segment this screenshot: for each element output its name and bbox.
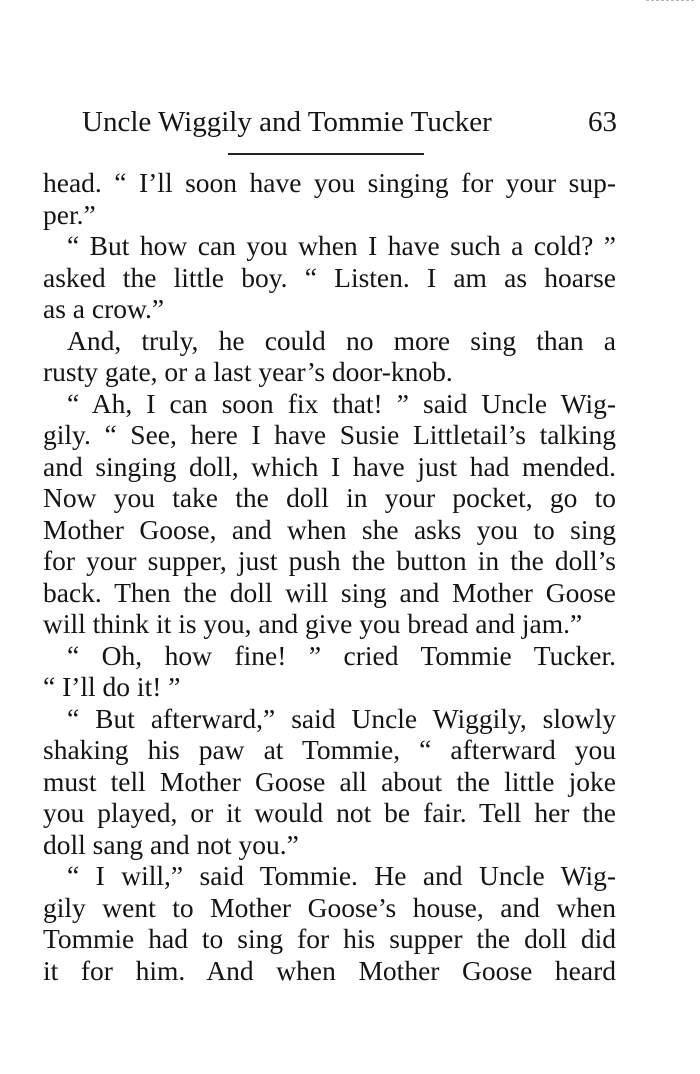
text-line: “ I will,” said Tommie. He and Uncle Wig- xyxy=(67,860,616,891)
text-line: must tell Mother Goose all about the little joke xyxy=(43,765,616,797)
text-line: “ Ah, I can soon fix that! ” said Uncle Wig- xyxy=(67,387,616,419)
text-line: asked the little boy. “ Listen. I am as hoarse xyxy=(43,261,616,293)
text-line: “ Oh, how fine! ” cried Tommie Tucker. xyxy=(67,639,616,671)
page-number: 63 xyxy=(588,106,617,138)
text-line: rusty gate, or a last year’s door-knob. xyxy=(43,356,453,387)
text-line: “ I’ll do it! ” xyxy=(43,671,181,702)
text-line: Mother Goose, and when she asks you to sing xyxy=(43,513,616,545)
text-line: for your supper, just push the button in the doll’s xyxy=(43,545,616,576)
header-rule xyxy=(228,153,424,155)
text-line: “ But afterward,” said Uncle Wiggily, slowly xyxy=(67,702,616,734)
text-line: back. Then the doll will sing and Mother Goose xyxy=(43,576,616,608)
text-line: And, truly, he could no more sing than a xyxy=(67,324,616,356)
text-line: head. “ I’ll soon have you singing for your sup- xyxy=(43,167,616,198)
text-line: per.” xyxy=(43,198,96,230)
running-head xyxy=(82,101,617,143)
text-line: you played, or it would not be fair. Tell her the xyxy=(43,797,616,828)
body-text xyxy=(43,167,616,986)
text-line: as a crow.” xyxy=(43,293,165,324)
text-line: will think it is you, and give you bread and jam.” xyxy=(43,608,583,639)
text-line: shaking his paw at Tommie, “ afterward you xyxy=(43,734,616,765)
scan-edge-mark xyxy=(646,0,694,4)
text-line: gily went to Mother Goose’s house, and when xyxy=(43,891,616,923)
text-line: gily. “ See, here I have Susie Littletail’s talking xyxy=(43,419,616,450)
text-line: Tommie had to sing for his supper the doll did xyxy=(43,923,616,954)
text-line: doll sang and not you.” xyxy=(43,828,299,860)
text-line: “ But how can you when I have such a cold? ” xyxy=(67,230,616,261)
text-line: Now you take the doll in your pocket, go to xyxy=(43,482,616,513)
running-title: Uncle Wiggily and Tommie Tucker xyxy=(82,106,492,138)
text-line: it for him. And when Mother Goose heard xyxy=(43,954,616,986)
text-line: and singing doll, which I have just had mended. xyxy=(43,450,616,482)
